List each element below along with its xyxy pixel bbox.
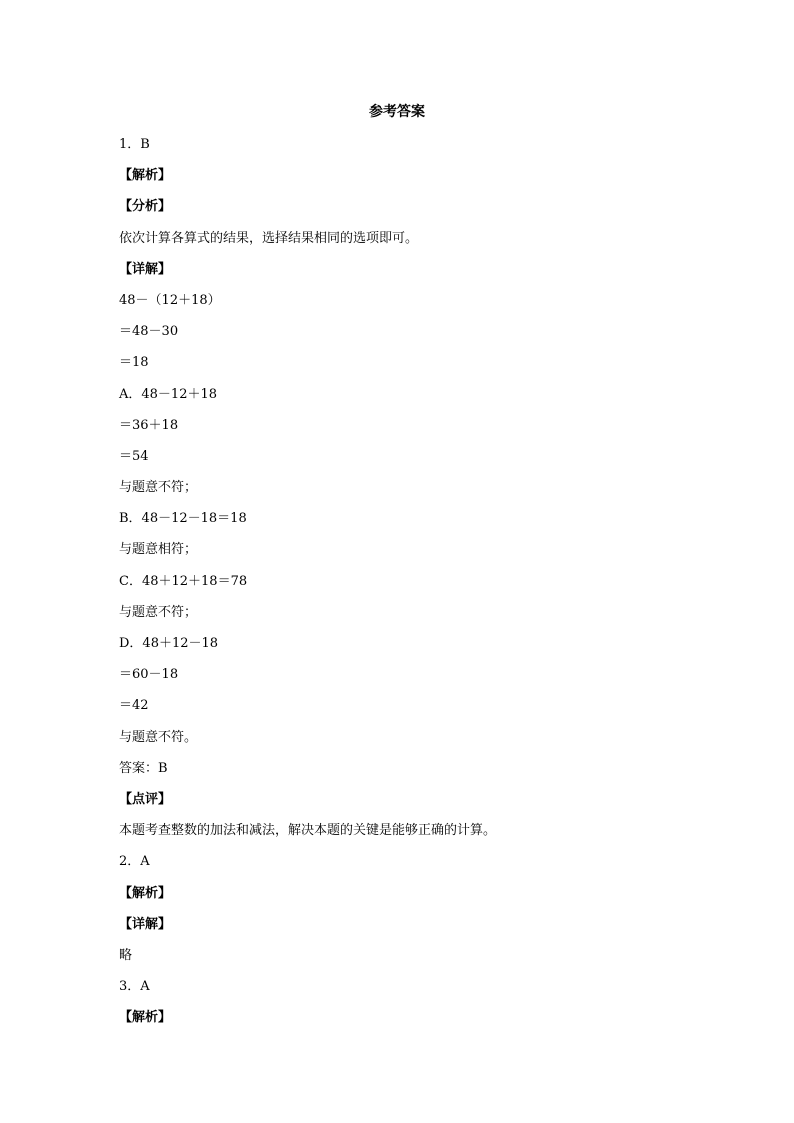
text-line: 与题意不符。 xyxy=(119,729,198,745)
section-heading: 【解析】 xyxy=(119,885,172,901)
text-line: 1．B xyxy=(119,137,150,152)
text-line: C．48＋12＋18＝78 xyxy=(119,573,248,589)
text-line: 2．A xyxy=(119,854,150,870)
text-line: B．48－12－18＝18 xyxy=(119,511,247,527)
text-line: ＝60－18 xyxy=(119,667,179,683)
text-line: D．48＋12－18 xyxy=(119,636,219,651)
text-line: 与题意不符； xyxy=(119,480,198,496)
text-line: ＝36＋18 xyxy=(119,417,179,433)
section-heading: 【点评】 xyxy=(119,791,172,807)
section-heading: 【分析】 xyxy=(119,199,172,215)
text-line: ＝54 xyxy=(119,448,149,464)
section-heading: 【解析】 xyxy=(119,168,172,184)
section-heading: 【解析】 xyxy=(119,1010,172,1026)
text-line: 48－（12＋18） xyxy=(119,292,221,308)
section-heading: 【详解】 xyxy=(119,916,172,932)
text-line: 与题意相符； xyxy=(119,542,198,558)
text-line: ＝48－30 xyxy=(119,324,179,340)
text-line: A．48－12＋18 xyxy=(119,386,218,402)
answer-body xyxy=(119,133,719,1037)
text-line: 略 xyxy=(119,947,133,963)
text-line: 与题意不符； xyxy=(119,604,198,620)
text-line: ＝42 xyxy=(119,698,149,714)
text-line: 3．A xyxy=(119,979,150,995)
text-line: 依次计算各算式的结果，选择结果相同的选项即可。 xyxy=(119,230,419,246)
text-line: ＝18 xyxy=(119,355,149,371)
page-title: 参考答案 xyxy=(369,104,425,120)
section-heading: 【详解】 xyxy=(119,261,172,277)
text-line: 答案：B xyxy=(119,760,168,776)
text-line: 本题考查整数的加法和减法，解决本题的关键是能够正确的计算。 xyxy=(119,823,497,839)
